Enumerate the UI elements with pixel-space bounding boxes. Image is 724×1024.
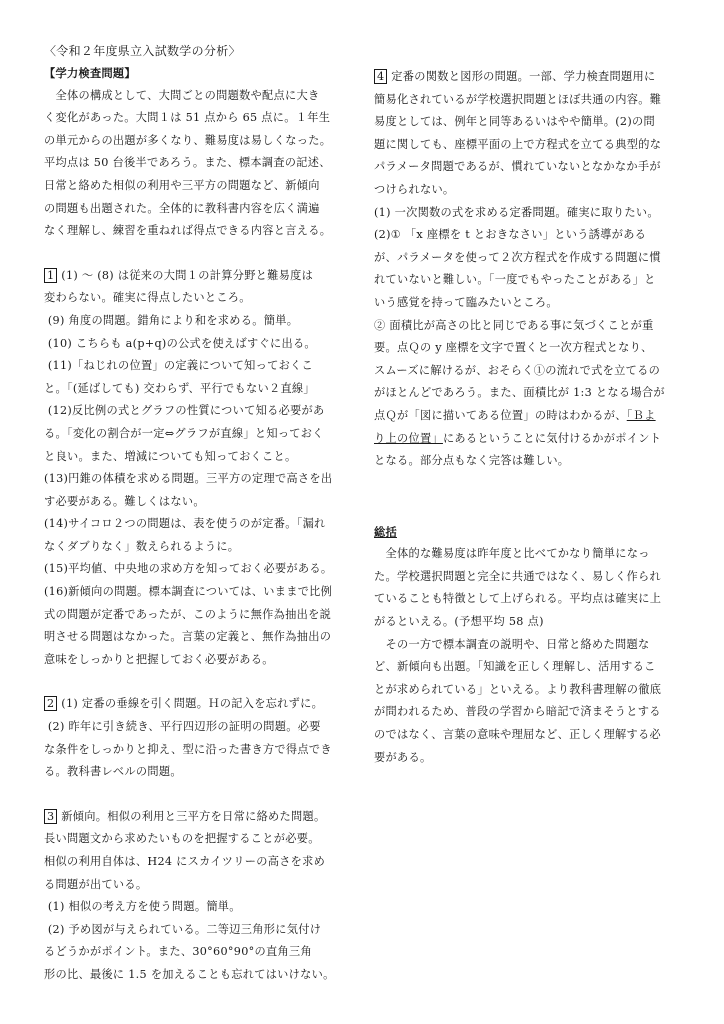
q4-line: いう感覚を持って臨みたいところ。: [374, 295, 558, 309]
q3-line: るどうかがポイント。また、30°60°90°の直角三角: [44, 945, 312, 959]
q1-line: (12)反比例の式とグラフの性質について知る必要があ: [44, 404, 325, 418]
q4-line: が、パラメータを使って２次方程式を作成する問題に慣: [374, 250, 661, 264]
q1-line: る。「変化の割合が一定⇔グラフが直線」と知っておく: [44, 426, 324, 440]
document-title: 〈令和２年度県立入試数学の分析〉: [44, 44, 241, 58]
section-heading: 【学力検査問題】: [44, 66, 136, 80]
q4-line: (1) 一次関数の式を求める定番問題。確実に取りたい。: [374, 205, 659, 219]
q1-line: 式の問題が定番であったが、このように無作為抽出を説: [44, 607, 332, 621]
q1-line: (9) 角度の問題。錯角により和を求める。簡単。: [44, 313, 299, 327]
q1-line: 明させる問題はなかった。言葉の定義と、無作為抽出の: [44, 630, 332, 644]
q1-line: (16)新傾向の問題。標本調査については、いままで比例: [44, 585, 333, 599]
summary-line: ど、新傾向も出題。「知識を正しく理解し、活用するこ: [374, 660, 656, 674]
right-column: [374, 66, 682, 769]
q4-line: つけられない。: [374, 182, 455, 196]
intro-line: 全体の構成として、大問ごとの問題数や配点に大き: [44, 88, 320, 102]
question-2-section: [44, 693, 360, 783]
q4-line: 易度としては、例年と同等あるいはやや簡単。(2)の問: [374, 115, 655, 129]
q4-line: 要。点Ｑの y 座標を文字で置くと一次方程式となり、: [374, 341, 653, 355]
q4-line: ② 面積比が高さの比と同じである事に気づくことが重: [374, 318, 654, 332]
summary-line: ていることも特徴として上げられる。平均点は確実に上: [374, 592, 662, 606]
intro-line: の単元からの出題が多くなり、難易度は易しくなった。: [44, 133, 332, 147]
question-4-section: [374, 66, 682, 473]
summary-line: 全体的な難易度は昨年度と比べてかなり簡単になっ: [374, 547, 650, 561]
question-3-section: [44, 806, 360, 987]
q1-line: (15)平均値、中央地の求め方を知っておく必要がある。: [44, 562, 333, 576]
q1-line: 意味をしっかりと把握しておく必要がある。: [44, 652, 274, 666]
q4-line: 題に関しても、座標平面の上で方程式を立てる典型的な: [374, 137, 662, 151]
summary-line: が問われるため、普段の学習から暗記で済まそうとする: [374, 705, 661, 719]
q3-line: (2) 予め図が与えられている。二等辺三角形に気付け: [44, 922, 322, 936]
q3-line: (1) 相似の考え方を使う問題。簡単。: [44, 900, 241, 914]
question-2-number: 2: [44, 696, 57, 711]
summary-line: た。学校選択問題と完全に共通ではなく、易しく作られ: [374, 569, 661, 583]
q1-line: なくダブりなく」数えられるように。: [44, 539, 240, 553]
summary-heading: 総括: [374, 524, 397, 539]
q1-line: と良い。また、増減についても知っておくこと。: [44, 449, 297, 463]
q3-line: 長い問題文から求めたいものを把握することが必要。: [44, 832, 320, 846]
intro-line: 平均点は 50 台後半であろう。また、標本調査の記述、: [44, 156, 331, 170]
q4-underlined-text: 「Ｂよ: [626, 408, 656, 422]
summary-line: とが求められている」といえる。より教科書理解の徹底: [374, 682, 662, 696]
q4-line: パラメータ問題であるが、慣れていないとなかなか手が: [374, 160, 661, 174]
q1-line: 変わらない。確実に得点したいところ。: [44, 291, 251, 305]
q3-first-line: 新傾向。相似の利用と三平方を日常に絡めた問題。: [57, 809, 326, 823]
q4-line: (2)① 「x 座標を t とおきなさい」という誘導がある: [374, 228, 647, 242]
q3-line: 形の比、最後に 1.5 を加えることも忘れてはいけない。: [44, 967, 335, 981]
summary-line: 要がある。: [374, 750, 432, 764]
intro-line: なく理解し、練習を重ねれば得点できる内容と言える。: [44, 224, 332, 238]
question-4-number: 4: [374, 69, 387, 84]
intro-line: く変化があった。大問１は 51 点から 65 点に。１年生: [44, 111, 331, 125]
summary-line: のではなく、言葉の意味や理屈など、正しく理解する必: [374, 728, 661, 742]
question-3-number: 3: [44, 809, 57, 824]
q2-first-line: (1) 定番の垂線を引く問題。Ｈの記入を忘れずに。: [57, 697, 324, 711]
q4-first-line: 定番の関数と図形の問題。一部、学力検査問題用に: [387, 70, 656, 83]
question-1-section: [44, 265, 360, 672]
summary-line: がるといえる。(予想平均 58 点): [374, 615, 544, 629]
left-column: [44, 40, 360, 987]
question-1-number: 1: [44, 268, 57, 283]
q4-line: れていないと難しい。「一度でもやったことがある」と: [374, 273, 656, 287]
summary-section: [374, 521, 682, 770]
q4-line: がほとんどであろう。また、面積比が 1:3 となる場合が: [374, 386, 665, 400]
q4-line: にあるということに気付けるかがポイント: [442, 431, 662, 445]
q1-line: (14)サイコロ２つの問題は、表を使うのが定番。「漏れ: [44, 517, 326, 531]
q2-line: (2) 昨年に引き続き、平行四辺形の証明の問題。必要: [44, 720, 321, 734]
q1-first-line: (1) 〜 (8) は従来の大問１の計算分野と難易度は: [57, 268, 314, 282]
q4-line: 簡易化されているが学校選択問題とほぼ共通の内容。難: [374, 92, 662, 106]
q2-line: な条件をしっかりと抑え、型に沿った書き方で得点でき: [44, 742, 332, 756]
intro-paragraph: [44, 85, 360, 243]
q3-line: る問題が出ている。: [44, 877, 148, 891]
q1-line: と。「(延ばしても) 交わらず、平行でもない２直線」: [44, 381, 315, 395]
q4-line: スムーズに解けるが、おそらく①の流れで式を立てるの: [374, 363, 661, 377]
q4-line: となる。部分点もなく完答は難しい。: [374, 454, 570, 468]
q1-line: (13)円錐の体積を求める問題。三平方の定理で高さを出: [44, 472, 333, 486]
intro-line: 日常と絡めた相似の利用や三平方の問題など、新傾向: [44, 178, 320, 192]
intro-line: の問題も出題された。全体的に教科書内容を広く満遍: [44, 201, 320, 215]
q3-line: 相似の利用自体は、H24 にスカイツリーの高さを求め: [44, 855, 326, 868]
q2-line: る。教科書レベルの問題。: [44, 765, 182, 779]
q1-line: (10) こちらも a(p+q)の公式を使えばすぐに出る。: [44, 336, 316, 350]
summary-line: その一方で標本調査の説明や、日常と絡めた問題な: [374, 637, 650, 651]
q4-line: 点Ｑが「図に描いてある位置」の時はわかるが、: [374, 408, 627, 422]
q4-underlined-text: り上の位置」: [374, 431, 443, 445]
q1-line: す必要がある。難しくはない。: [44, 494, 205, 508]
q1-line: (11)「ねじれの位置」の定義について知っておくこ: [44, 359, 314, 373]
